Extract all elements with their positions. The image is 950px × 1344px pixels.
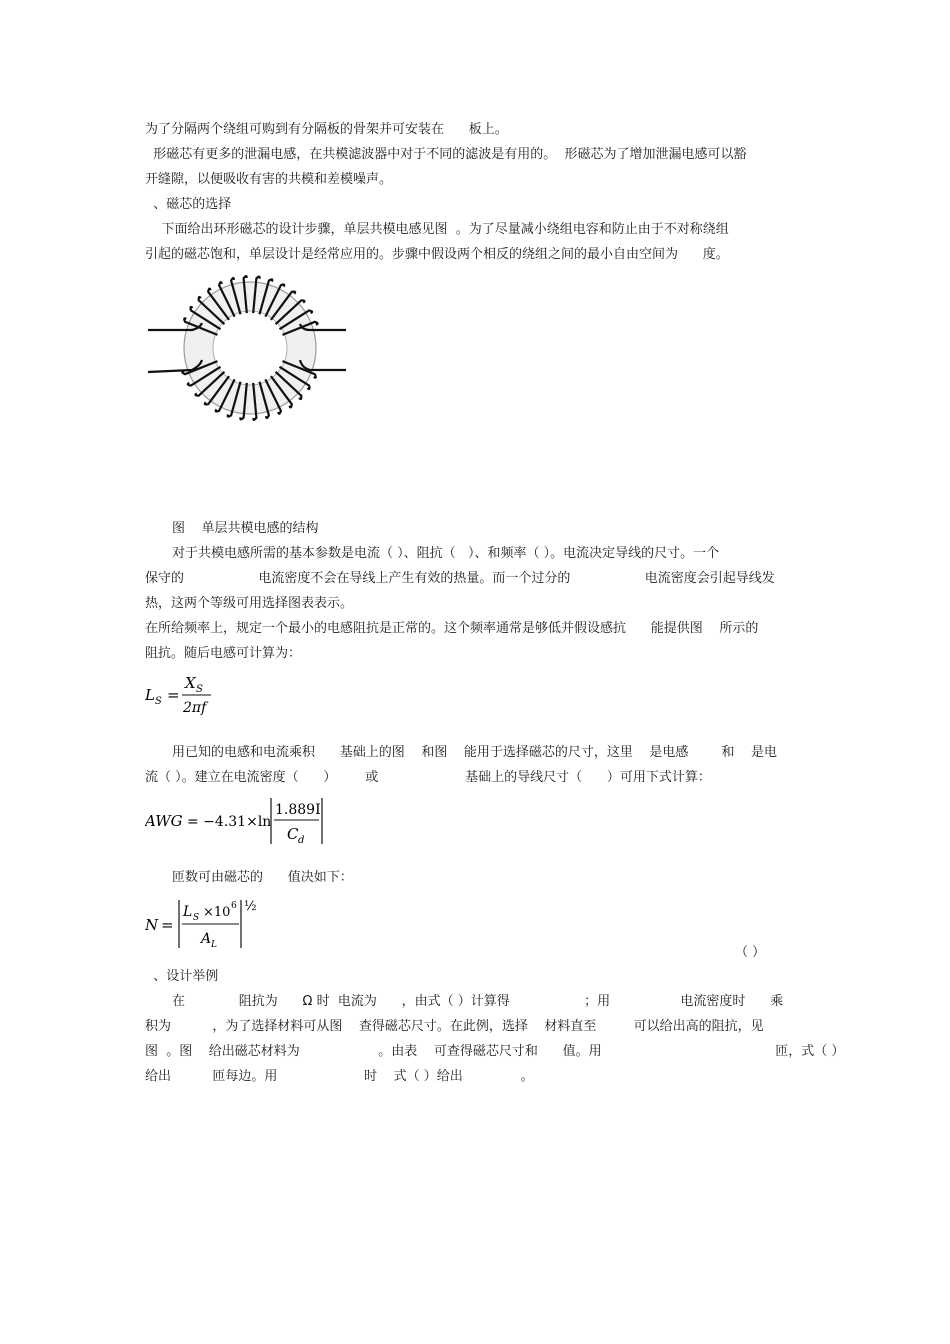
text-line: 开缝隙，以便吸收有害的共模和差模噪声。 [145,172,393,187]
text-line: 用已知的电感和电流乘积 基础上的图 和图 能用于选择磁芯的尺寸，这里 是电感 和 是电 [172,745,777,760]
text-line: 对于共模电感所需的基本参数是电流（ ）、阻抗（ ）、和频率（ ）。电流决定导线的尺寸。一个 [172,546,720,561]
text-line: 给出 匝每边。用 时 式（ ）给出 。 [145,1069,534,1084]
formula-ls-den: 2πf [183,700,207,716]
text-line: 匝数可由磁芯的 值决如下： [172,870,353,885]
equation-number: （ ） [735,945,766,960]
text-line: 在 阻抗为 Ω 时 电流为 ，由式（ ）计算得 ；用 电流密度时 乘 [172,994,784,1009]
figure-caption: 图 单层共模电感的结构 [172,521,319,536]
formula-awg-den-sub: d [298,835,305,846]
formula-n-exp: 6 [231,901,237,911]
formula-awg-num: 1.889I [275,802,321,818]
section-heading: 、设计举例 [145,969,219,984]
formula-awg-lhs: AWG [145,812,183,830]
toroid-image [140,268,360,428]
formula-ls-num-sub: S [196,684,203,695]
formula-ls-lhs-sub: S [155,696,162,707]
text-line: 积为 ，为了选择材料可从图 查得磁芯尺寸。在此例，选择 材料直至 可以给出高的阻抗，见 [145,1019,764,1034]
svg-text:=: = [161,916,174,934]
formula-n-den-sub: L [211,940,217,950]
formula-awg-coef: = −4.31×ln [187,814,272,830]
text-line: 为了分隔两个绕组可购到有分隔板的骨架并可安装在 板上。 [145,122,508,137]
formula-awg [145,794,345,854]
text-line: 在所给频率上，规定一个最小的电感阻抗是正常的。这个频率通常是够低并假设感抗 能提供图 所示的 [145,621,759,636]
formula-awg-den: C [287,825,299,843]
formula-n-num-sub: S [193,913,200,923]
svg-text:=: = [167,686,180,704]
text-line: 引起的磁芯饱和，单层设计是经常应用的。步骤中假设两个相反的绕组之间的最小自由空间为 度。 [145,247,729,262]
toroid-figure [140,268,360,432]
text-line: 形磁芯有更多的泄漏电感，在共模滤波器中对于不同的滤波是有用的。 形磁芯为了增加泄漏电感可以豁 [145,147,747,162]
text-line: 下面给出环形磁芯的设计步骤，单层共模电感见图 。为了尽量减小绕组电容和防止由于不对称绕组 [145,222,729,237]
section-heading: 、磁芯的选择 [145,197,232,212]
formula-n-power: ½ [244,899,257,914]
formula-n-lhs: N [145,916,159,934]
text-line: 保守的 电流密度不会在导线上产生有效的热量。而一个过分的 电流密度会引起导线发 [145,571,775,586]
formula-n-num: L [183,904,193,920]
text-line: 热，这两个等级可用选择图表表示。 [145,596,354,611]
text-line: 阻抗。随后电感可计算为： [145,646,302,661]
formula-n-den: A [201,931,212,947]
formula-ls-lhs: L [145,686,155,704]
formula-n-times: ×10 [203,905,231,920]
formula-ls-num: X [185,674,196,692]
text-line: 流（ ）。建立在电流密度（ ） 或 基础上的导线尺寸（ ）可用下式计算： [145,770,711,785]
text-line: 图 。图 给出磁芯材料为 。由表 可查得磁芯尺寸和 值。用 匝，式（ ） [145,1044,845,1059]
formula-n [145,892,275,956]
formula-ls [145,668,225,722]
